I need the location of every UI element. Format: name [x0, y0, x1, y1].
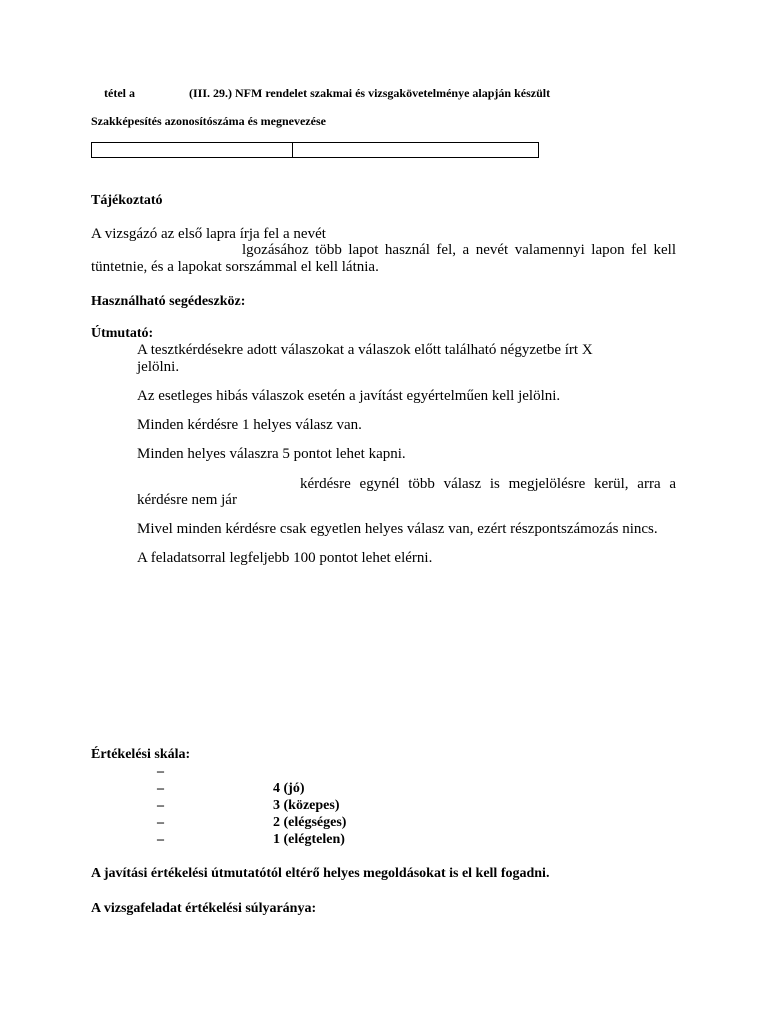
grade-dash: – [157, 764, 164, 779]
utmutato-item-2: Az esetleges hibás válaszok esetén a javítást egyértelműen kell jelölni. [137, 388, 561, 404]
grade-label: 4 (jó) [273, 781, 305, 796]
azonosito-cell-right [293, 143, 538, 157]
utmutato-item-5-line-1: kérdésre egynél több válasz is megjelölésre kerül, arra a [300, 476, 676, 492]
sulyarany-heading: A vizsgafeladat értékelési súlyaránya: [91, 901, 317, 916]
grade-label: 2 (elégséges) [273, 815, 347, 830]
utmutato-item-7: A feladatsorral legfeljebb 100 pontot lehet elérni. [137, 550, 433, 566]
header-rendelet: (III. 29.) NFM rendelet szakmai és vizsgakövetelménye alapján készült [189, 86, 551, 100]
utmutato-item-5-line-2: kérdésre nem jár [137, 492, 237, 508]
tajekoztato-heading: Tájékoztató [91, 193, 163, 208]
segedeszkoz-heading: Használható segédeszköz: [91, 294, 246, 309]
azonosito-cell-left [92, 143, 293, 157]
grade-dash: – [157, 798, 164, 813]
grade-dash: – [157, 815, 164, 830]
utmutato-heading: Útmutató: [91, 326, 154, 341]
tajekoztato-line-1: A vizsgázó az első lapra írja fel a nevét [91, 226, 326, 242]
grade-label: 1 (elégtelen) [273, 832, 345, 847]
header-tetel-a: tétel a [104, 86, 135, 100]
javitasi-note: A javítási értékelési útmutatótól eltérő helyes megoldásokat is el kell fogadni. [91, 866, 550, 881]
tajekoztato-line-2: lgozásához több lapot használ fel, a nevét valamennyi lapon fel kell [242, 242, 676, 258]
utmutato-item-4: Minden helyes válaszra 5 pontot lehet kapni. [137, 446, 406, 462]
utmutato-item-6: Mivel minden kérdésre csak egyetlen helyes válasz van, ezért részpontszámozás nincs. [137, 521, 658, 537]
grade-dash: – [157, 781, 164, 796]
grade-dash: – [157, 832, 164, 847]
ertekelesi-skala-heading: Értékelési skála: [91, 747, 191, 762]
utmutato-item-1-line-2: jelölni. [137, 359, 180, 375]
tajekoztato-line-3: tüntetnie, és a lapokat sorszámmal el kell látnia. [91, 259, 379, 275]
header-azonosito-label: Szakképesítés azonosítószáma és megnevezése [91, 114, 326, 128]
utmutato-item-1-line-1: A tesztkérdésekre adott válaszokat a válaszok előtt található négyzetbe írt X [137, 342, 593, 358]
utmutato-item-3: Minden kérdésre 1 helyes válasz van. [137, 417, 362, 433]
azonosito-table [91, 142, 539, 158]
grade-label: 3 (közepes) [273, 798, 340, 813]
